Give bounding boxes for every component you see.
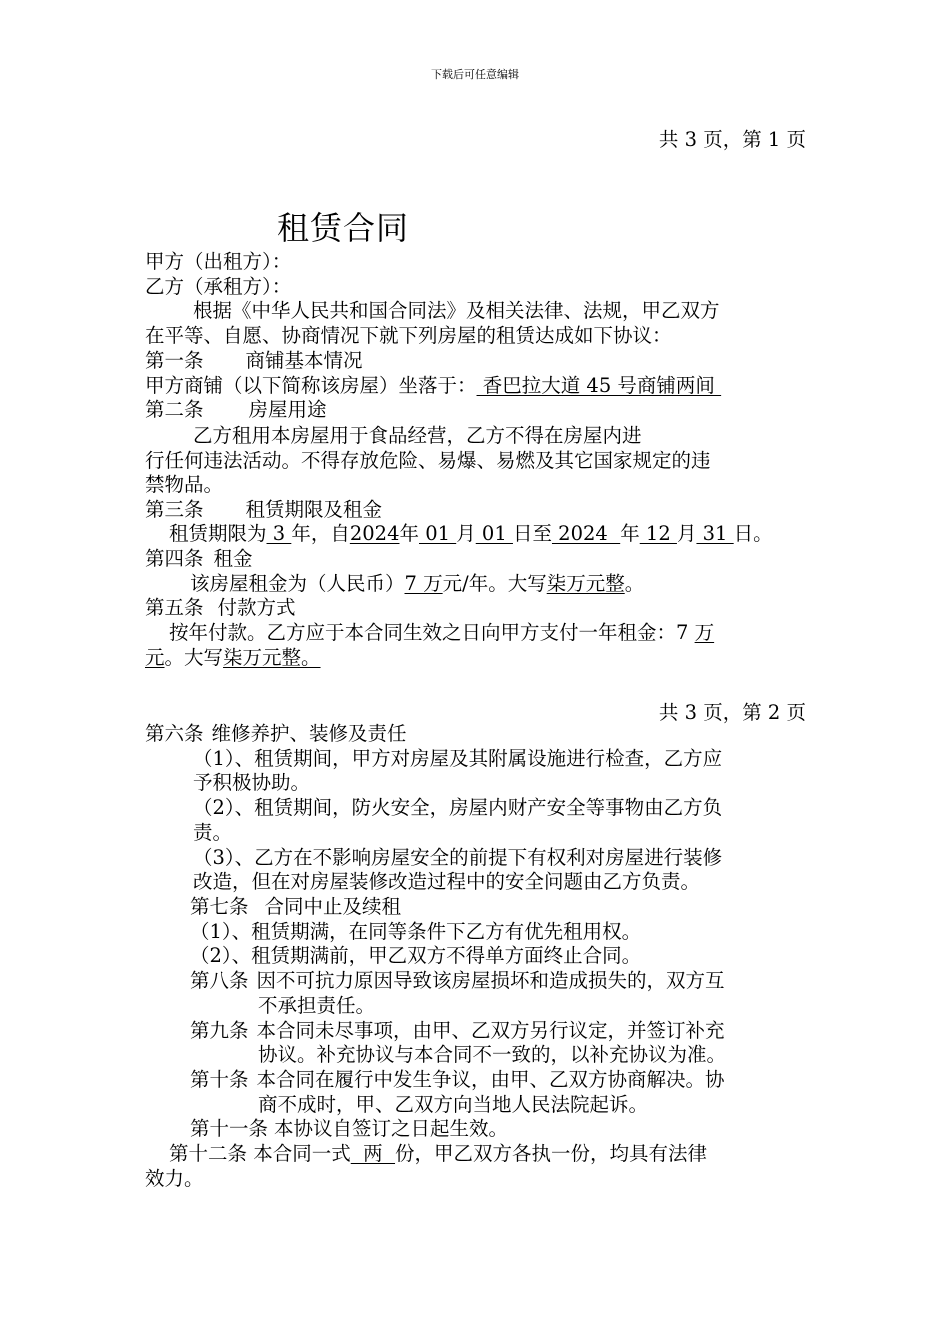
article-7-item: （1）、租赁期满，在同等条件下乙方有优先租用权。 [190,920,642,943]
article-8-line: 第八条 因不可抗力原因导致该房屋损坏和造成损失的，双方互 [190,969,725,992]
article-6-item: 责。 [193,821,233,844]
payment-unit-field: 元 [145,646,165,669]
article-6-item: （1）、租赁期间，甲方对房屋及其附属设施进行检查，乙方应 [193,747,723,770]
article-9-line: 协议。补充协议与本合同不一致的，以补充协议为准。 [258,1043,727,1066]
header-note: 下载后可任意编辑 [431,68,519,81]
start-month-field: 01 [419,522,457,545]
address-field: 香巴拉大道 45 号商铺两间 [476,374,722,397]
article-6-item: 予积极协助。 [193,771,311,794]
payment-line: 按年付款。乙方应于本合同生效之日向甲方支付一年租金：7 万 [169,621,715,644]
article-7-item: （2）、租赁期满前，甲乙双方不得单方面终止合同。 [190,944,642,967]
article-6-heading: 第六条 维修养护、装修及责任 [145,722,407,745]
document-title: 租赁合同 [277,209,410,247]
page-number: 共 3 页，第 2 页 [658,701,806,724]
party-b-label: 乙方（承租方）： [145,275,292,298]
article-12-line: 效力。 [145,1167,204,1190]
article-10-line: 第十条 本合同在履行中发生争议，由甲、乙双方协商解决。协 [190,1068,725,1091]
article-1-heading: 第一条 商铺基本情况 [145,349,363,372]
payment-upper-field: 柒万元整。 [223,646,321,669]
article-6-item: （3）、乙方在不影响房屋安全的前提下有权利对房屋进行装修 [193,846,723,869]
article-11-line: 第十一条 本协议自签订之日起生效。 [190,1117,509,1140]
rent-amount-field: 7 万 [404,572,443,595]
article-2-line: 禁物品。 [145,473,224,496]
copies-field: 两 [350,1142,396,1165]
intro-line: 在平等、自愿、协商情况下就下列房屋的租赁达成如下协议： [145,324,672,347]
end-year-field: 2024 [551,522,621,545]
article-2-heading: 第二条 房屋用途 [145,398,327,421]
lease-term-line: 租赁期限为 3 年，自2024年 01 月 01 日至 2024 年 12 月 31 日。 [169,522,773,545]
article-6-item: 改造，但在对房屋装修改造过程中的安全问题由乙方负责。 [193,870,701,893]
article-2-line: 行任何违法活动。不得存放危险、易爆、易燃及其它国家规定的违 [145,449,711,472]
article-7-heading: 第七条 合同中止及续租 [190,895,402,918]
term-years-field: 3 [266,522,292,545]
article-5-heading: 第五条 付款方式 [145,596,296,619]
end-month-field: 12 [639,522,677,545]
article-3-heading: 第三条 租赁期限及租金 [145,498,383,521]
article-12-line: 第十二条 本合同一式 两 份，甲乙双方各执一份，均具有法律 [169,1142,708,1165]
end-day-field: 31 [696,522,734,545]
article-10-line: 商不成时，甲、乙双方向当地人民法院起诉。 [258,1093,649,1116]
article-6-item: （2）、租赁期间，防火安全，房屋内财产安全等事物由乙方负 [193,796,723,819]
rent-line: 该房屋租金为（人民币）7 万元/年。大写柒万元整。 [190,572,645,595]
article-8-line: 不承担责任。 [258,994,376,1017]
start-day-field: 01 [475,522,513,545]
article-4-heading: 第四条 租金 [145,547,253,570]
article-1-text: 甲方商铺（以下简称该房屋）坐落于： 香巴拉大道 45 号商铺两间 [145,374,722,397]
rent-upper-field: 柒万元整 [546,572,625,595]
page-number: 共 3 页，第 1 页 [658,128,806,151]
article-2-line: 乙方租用本房屋用于食品经营，乙方不得在房屋内进 [193,424,642,447]
intro-line: 根据《中华人民共和国合同法》及相关法律、法规，甲乙双方 [193,299,720,322]
party-a-label: 甲方（出租方）： [145,250,292,273]
payment-amount-field: 万 [694,621,715,644]
payment-line: 元。大写柒万元整。 [145,646,321,669]
start-year-field: 2024 [349,522,400,545]
article-9-line: 第九条 本合同未尽事项，由甲、乙双方另行议定，并签订补充 [190,1019,725,1042]
